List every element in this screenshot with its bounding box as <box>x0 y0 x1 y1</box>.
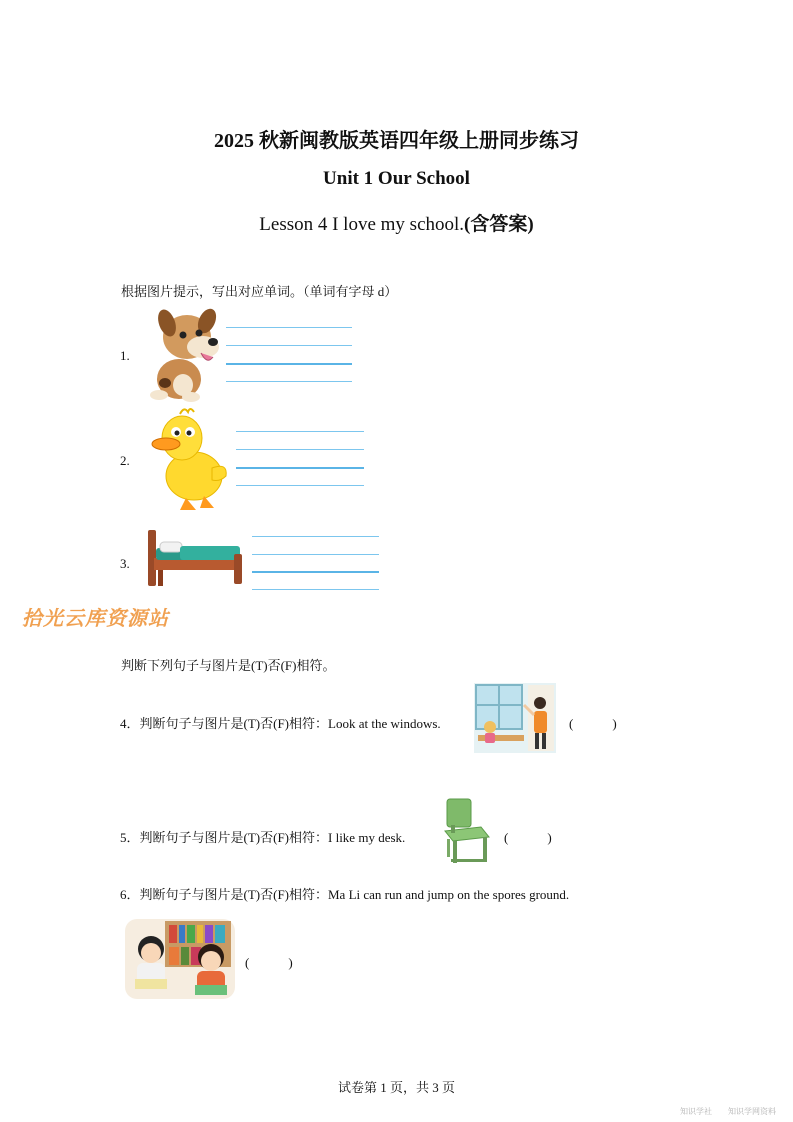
writing-line <box>236 467 364 469</box>
page-footer: 试卷第 1 页，共 3 页 <box>337 1080 455 1095</box>
watermark-text: 拾光云库资源站 <box>22 606 169 630</box>
writing-line <box>236 449 364 450</box>
document-title: 2025 秋新闽教版英语四年级上册同步练习 <box>214 130 579 152</box>
writing-line <box>252 554 379 555</box>
item5-number: 5． <box>120 830 140 845</box>
section2-instruction: 判断下列句子与图片是(T)否(F)相符。 <box>121 658 336 673</box>
answer-note: (含答案) <box>464 214 534 235</box>
item6-question <box>120 884 569 903</box>
item4-question <box>120 713 441 732</box>
item6-number: 6． <box>120 887 140 902</box>
teacher-window-image <box>474 683 556 753</box>
writing-line <box>236 431 364 432</box>
item6-text: 判断句子与图片是(T)否(F)相符：Ma Li can run and jump on the spores ground. <box>139 887 570 902</box>
writing-line <box>226 327 352 328</box>
writing-line <box>226 381 352 382</box>
lesson-title <box>0 209 793 236</box>
chair-image <box>437 797 495 867</box>
lesson-name: Lesson 4 I love my school. <box>259 214 465 235</box>
item4-number: 4． <box>120 716 140 731</box>
unit-title: Unit 1 Our School <box>323 168 470 189</box>
item4-answer-blank[interactable]: ( ) <box>569 716 617 731</box>
corner-mark: 知识学社 <box>680 1107 712 1116</box>
section1-instruction: 根据图片提示，写出对应单词。（单词有字母 d） <box>121 284 398 299</box>
item6-answer-blank[interactable]: ( ) <box>245 955 293 970</box>
item3-number: 3. <box>120 556 130 571</box>
item5-question <box>120 827 405 846</box>
item1-number: 1. <box>120 348 130 363</box>
girls-reading-image <box>125 919 235 999</box>
bed-icon <box>146 528 246 592</box>
writing-line <box>252 536 379 537</box>
item5-text: 判断句子与图片是(T)否(F)相符：I like my desk. <box>139 830 406 845</box>
duck-icon <box>152 408 228 512</box>
dog-icon <box>143 305 228 402</box>
item5-answer-blank[interactable]: ( ) <box>504 830 552 845</box>
writing-line <box>236 485 364 486</box>
item2-number: 2. <box>120 453 130 468</box>
writing-line <box>226 363 352 365</box>
item4-text: 判断句子与图片是(T)否(F)相符：Look at the windows. <box>139 716 441 731</box>
writing-line <box>252 571 379 573</box>
writing-line <box>252 589 379 590</box>
corner-mark: 知识学网资料 <box>728 1107 776 1116</box>
writing-line <box>226 345 352 346</box>
